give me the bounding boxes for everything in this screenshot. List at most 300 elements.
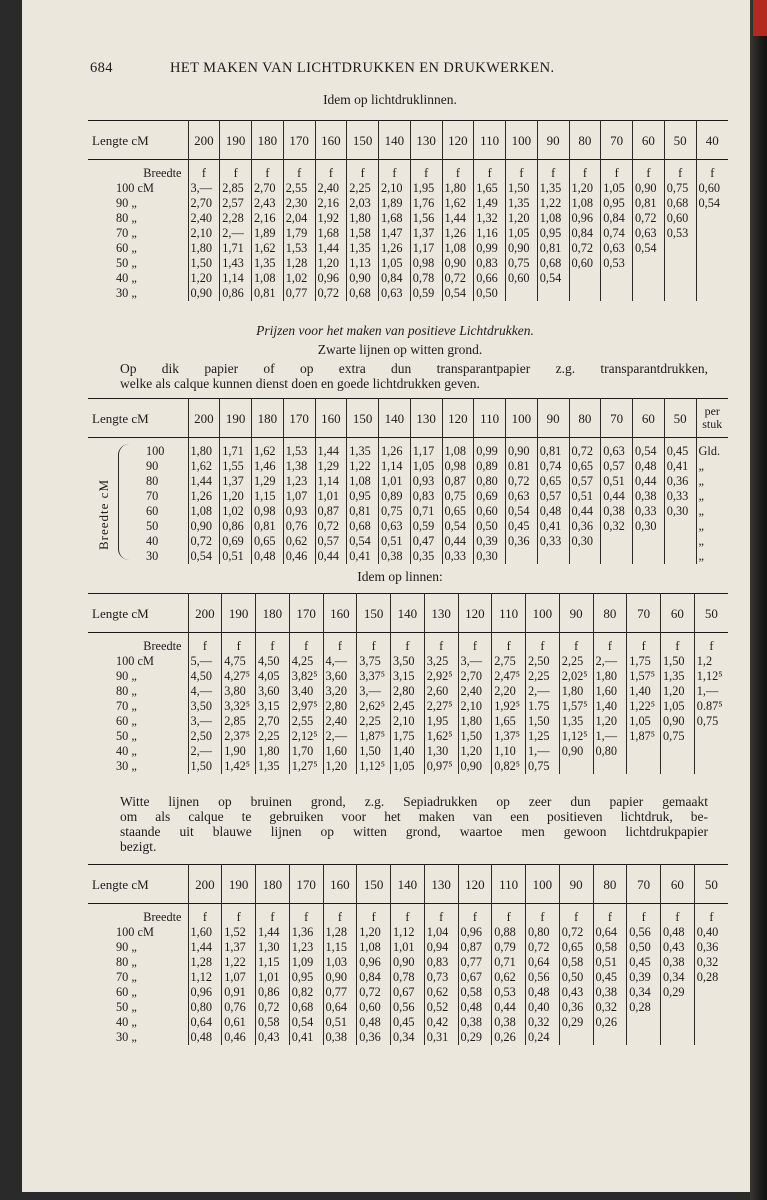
breedte-label: Breedte <box>143 639 182 653</box>
currency-cell: f <box>283 166 315 181</box>
price-cell: 0,98 <box>442 459 474 474</box>
currency-cell: f <box>315 166 347 181</box>
price-cell <box>633 286 665 301</box>
column-header: 100 <box>506 399 538 438</box>
breedte-label: Breedte <box>143 910 182 924</box>
table-row <box>88 474 728 489</box>
price-cell: 2,40 <box>323 714 357 729</box>
price-cell: 1,05 <box>391 759 425 774</box>
table-row <box>88 489 728 504</box>
price-cell: 1,38 <box>283 459 315 474</box>
price-cell: 1,80 <box>442 181 474 196</box>
table-row <box>88 654 728 669</box>
price-cell <box>601 286 633 301</box>
price-cell: 0,40 <box>526 1000 560 1015</box>
price-cell: 0,90 <box>458 759 492 774</box>
column-header: 80 <box>569 399 601 438</box>
price-cell: 0,33 <box>442 549 474 564</box>
price-cell: 0,77 <box>458 955 492 970</box>
column-header: 70 <box>627 865 661 904</box>
column-header: 50 <box>694 594 728 633</box>
table-row <box>88 226 728 241</box>
price-cell: 0,83 <box>424 955 458 970</box>
price-cell: 0,38 <box>458 1015 492 1030</box>
column-header: 170 <box>283 121 315 160</box>
price-cell: 1,25 <box>526 729 560 744</box>
price-cell <box>696 256 728 271</box>
price-cell: 0,75 <box>661 729 695 744</box>
price-cell: 0,51 <box>593 955 627 970</box>
column-header: 180 <box>252 121 284 160</box>
column-header: 140 <box>391 865 425 904</box>
price-cell: 0.81 <box>506 459 538 474</box>
price-cell: 0,72 <box>569 444 601 459</box>
price-cell: 0,76 <box>283 519 315 534</box>
price-cell: 0,32 <box>526 1015 560 1030</box>
price-cell: 2,— <box>323 729 357 744</box>
sepia-paragraph <box>120 794 708 854</box>
price-cell: 0,38 <box>593 985 627 1000</box>
header-label: Lengte cM <box>92 876 149 892</box>
price-cell: 1,26 <box>442 226 474 241</box>
price-cell <box>593 1030 627 1045</box>
price-cell <box>694 1000 728 1015</box>
price-cell: 1,62⁵ <box>424 729 458 744</box>
price-cell <box>601 549 633 564</box>
column-header: 110 <box>474 399 506 438</box>
price-cell: 0,63 <box>601 241 633 256</box>
price-cell: 1,80 <box>188 241 220 256</box>
price-cell: 1,03 <box>323 955 357 970</box>
price-cell: 1,05 <box>627 714 661 729</box>
price-cell: 1,08 <box>442 444 474 459</box>
price-cell: 1,30 <box>424 744 458 759</box>
price-cell: 0,81 <box>537 444 569 459</box>
price-cell: 0,54 <box>633 444 665 459</box>
header-label: Lengte cM <box>92 410 149 426</box>
price-cell: 0,69 <box>220 534 252 549</box>
price-cell: 3,50 <box>391 654 425 669</box>
price-cell: 3,— <box>188 714 222 729</box>
price-cell: 1,92⁵ <box>492 699 526 714</box>
price-cell: 2,27⁵ <box>424 699 458 714</box>
table-row <box>88 286 728 301</box>
column-header: 200 <box>188 121 220 160</box>
column-header: 60 <box>633 399 665 438</box>
price-cell: 0,54 <box>537 271 569 286</box>
price-cell: 5,— <box>188 654 222 669</box>
price-cell: 0,48 <box>357 1015 391 1030</box>
table-row <box>88 534 728 549</box>
price-cell: 0.87⁵ <box>694 699 728 714</box>
price-cell: 1,05 <box>506 226 538 241</box>
price-cell: 0,36 <box>694 940 728 955</box>
currency-cell: f <box>410 166 442 181</box>
price-cell: 0,95 <box>289 970 323 985</box>
price-cell: 3,50 <box>188 699 222 714</box>
price-cell: 0,82 <box>289 985 323 1000</box>
price-cell: 1,89 <box>379 196 411 211</box>
price-cell: 0,30 <box>633 519 665 534</box>
price-cell: 0,38 <box>661 955 695 970</box>
column-header: 100 <box>506 121 538 160</box>
price-cell: 0,43 <box>256 1030 290 1045</box>
price-cell: 0,51 <box>220 549 252 564</box>
price-cell: 2,25 <box>526 669 560 684</box>
currency-cell: f <box>492 910 526 925</box>
row-label: 80 <box>146 474 159 488</box>
price-cell: 0,87 <box>442 474 474 489</box>
price-cell: 0,74 <box>537 459 569 474</box>
currency-cell: f <box>357 910 391 925</box>
price-cell: 0,44 <box>492 1000 526 1015</box>
price-cell: 0,81 <box>347 504 379 519</box>
price-cell: 4,50 <box>256 654 290 669</box>
price-cell: 0,64 <box>323 1000 357 1015</box>
price-cell: „ <box>696 459 728 474</box>
column-header: 100 <box>526 594 560 633</box>
breedte-label: Breedte <box>143 166 182 180</box>
column-header: 190 <box>222 594 256 633</box>
table-row <box>88 729 728 744</box>
price-cell: 0,44 <box>442 534 474 549</box>
price-cell: 2,70 <box>458 669 492 684</box>
column-header: 90 <box>559 865 593 904</box>
price-cell: 0,65 <box>537 474 569 489</box>
price-cell: 1,01 <box>379 474 411 489</box>
price-cell: 0,77 <box>323 985 357 1000</box>
price-cell: 1,08 <box>252 271 284 286</box>
price-cell: 0,26 <box>492 1030 526 1045</box>
column-header: 90 <box>537 399 569 438</box>
price-cell: 0,34 <box>627 985 661 1000</box>
price-cell: 0,48 <box>458 1000 492 1015</box>
column-header: 70 <box>601 121 633 160</box>
paragraph-line: om als calque te gebruiken voor het maken van een positieven lichtdruk, be- <box>120 809 708 824</box>
currency-cell: f <box>526 910 560 925</box>
price-cell: 1,26 <box>379 241 411 256</box>
currency-cell: f <box>627 639 661 654</box>
price-cell <box>633 534 665 549</box>
price-cell: 0,47 <box>410 534 442 549</box>
price-cell: 0,31 <box>424 1030 458 1045</box>
price-cell: 1,50 <box>661 654 695 669</box>
price-cell: 0,96 <box>569 211 601 226</box>
price-cell: 1,07 <box>283 489 315 504</box>
price-cell: 0,54 <box>188 549 220 564</box>
price-cell: 1,20 <box>661 684 695 699</box>
price-cell: 0,96 <box>357 955 391 970</box>
currency-row <box>88 910 728 925</box>
price-cell: 1,28 <box>188 955 222 970</box>
price-cell: 0,65 <box>569 459 601 474</box>
price-cell <box>601 534 633 549</box>
price-cell: 0,97⁵ <box>424 759 458 774</box>
row-label: 60 „ <box>116 985 137 999</box>
currency-cell: f <box>442 166 474 181</box>
price-cell: 1,20 <box>315 256 347 271</box>
price-cell: 1,60 <box>593 684 627 699</box>
price-cell <box>694 1015 728 1030</box>
price-cell: 1,95 <box>424 714 458 729</box>
price-cell: 0,75 <box>506 256 538 271</box>
price-cell: 1,— <box>593 729 627 744</box>
price-cell: 0,73 <box>424 970 458 985</box>
price-cell: 1,35 <box>506 196 538 211</box>
price-cell: 0,77 <box>283 286 315 301</box>
table-row <box>88 985 728 1000</box>
price-cell: 0,63 <box>601 444 633 459</box>
currency-cell: f <box>458 639 492 654</box>
column-header: 120 <box>458 594 492 633</box>
price-cell: 0,78 <box>410 271 442 286</box>
price-cell: 0,38 <box>323 1030 357 1045</box>
price-cell: 1,12⁵ <box>694 669 728 684</box>
price-cell: 1,05 <box>410 459 442 474</box>
breedte-side-label: Breedte cM <box>96 478 111 550</box>
table3-caption: Idem op linnen: <box>357 569 443 584</box>
price-cell: 0,29 <box>559 1015 593 1030</box>
price-cell: 2,70 <box>188 196 220 211</box>
column-header: 120 <box>442 121 474 160</box>
price-cell: 0,90 <box>506 444 538 459</box>
price-cell: 0,64 <box>526 955 560 970</box>
table-row <box>88 444 728 459</box>
price-cell: 0,72 <box>633 211 665 226</box>
price-cell: 1,37⁵ <box>492 729 526 744</box>
price-cell: 0,93 <box>410 474 442 489</box>
price-cell: 1,62 <box>188 459 220 474</box>
price-cell <box>506 549 538 564</box>
column-header: 130 <box>410 121 442 160</box>
price-cell: 1,01 <box>315 489 347 504</box>
price-cell: 0,72 <box>569 241 601 256</box>
price-cell: 0,72 <box>315 286 347 301</box>
currency-cell: f <box>222 910 256 925</box>
price-cell: 2,70 <box>256 714 290 729</box>
price-cell <box>633 256 665 271</box>
column-header: 170 <box>289 865 323 904</box>
price-cell: 1,50 <box>506 181 538 196</box>
price-cell <box>696 226 728 241</box>
row-label: 70 <box>146 489 159 503</box>
price-cell: 0,79 <box>492 940 526 955</box>
page-number: 684 <box>90 60 113 76</box>
price-cell: 2,43 <box>252 196 284 211</box>
row-label: 80 „ <box>116 955 137 969</box>
price-cell: 1,53 <box>283 241 315 256</box>
price-cell: 0,45 <box>391 1015 425 1030</box>
price-cell: 4,05 <box>256 669 290 684</box>
currency-cell: f <box>289 910 323 925</box>
row-label: 70 „ <box>116 699 137 713</box>
price-cell: 1.75 <box>526 699 560 714</box>
price-cell: 0,41 <box>664 459 696 474</box>
price-cell: 1,2 <box>694 654 728 669</box>
price-cell: 1,47 <box>379 226 411 241</box>
price-cell: 1,35 <box>661 669 695 684</box>
column-header: 130 <box>424 865 458 904</box>
price-cell: 1,08 <box>347 474 379 489</box>
price-cell: 1,44 <box>188 940 222 955</box>
column-header: 70 <box>627 594 661 633</box>
price-cell: 3,25 <box>424 654 458 669</box>
price-cell <box>664 534 696 549</box>
price-cell: 1,44 <box>188 474 220 489</box>
price-cell: 0,50 <box>474 519 506 534</box>
price-cell: 1,14 <box>379 459 411 474</box>
column-header: 50 <box>664 121 696 160</box>
brace <box>118 444 129 560</box>
price-cell: 2,45 <box>391 699 425 714</box>
price-cell: 1,87⁵ <box>627 729 661 744</box>
price-cell: 0,63 <box>506 489 538 504</box>
currency-cell: f <box>289 639 323 654</box>
row-label: 100 <box>146 444 165 458</box>
price-cell: 1,20 <box>323 759 357 774</box>
price-cell <box>593 759 627 774</box>
price-cell: 0,96 <box>315 271 347 286</box>
currency-cell: f <box>526 639 560 654</box>
currency-cell: f <box>559 910 593 925</box>
price-cell: 2,97⁵ <box>289 699 323 714</box>
price-cell: 1,08 <box>357 940 391 955</box>
price-cell: 1,15 <box>323 940 357 955</box>
price-cell: 0,53 <box>664 226 696 241</box>
price-cell: 0,36 <box>664 474 696 489</box>
price-cell: 0,26 <box>593 1015 627 1030</box>
price-cell: 1,56 <box>410 211 442 226</box>
price-cell: 0,46 <box>222 1030 256 1045</box>
price-cell: 0,90 <box>391 955 425 970</box>
price-cell: 3,20 <box>323 684 357 699</box>
column-header: 90 <box>537 121 569 160</box>
price-cell: 0,24 <box>526 1030 560 1045</box>
price-cell <box>559 759 593 774</box>
table-row <box>88 684 728 699</box>
price-cell: 0,58 <box>559 955 593 970</box>
price-cell: 1,29 <box>315 459 347 474</box>
price-cell: 1,26 <box>379 444 411 459</box>
column-header: 180 <box>256 594 290 633</box>
column-header: 140 <box>379 121 411 160</box>
currency-cell: f <box>569 166 601 181</box>
price-cell: 1,89 <box>252 226 284 241</box>
price-cell <box>694 985 728 1000</box>
price-cell: 3,82⁵ <box>289 669 323 684</box>
price-cell: 2,30 <box>283 196 315 211</box>
price-cell: 0,33 <box>633 504 665 519</box>
book-edge <box>750 0 767 1200</box>
price-cell: 1,40 <box>593 699 627 714</box>
price-cell: 4,25 <box>289 654 323 669</box>
row-label: 50 <box>146 519 159 533</box>
currency-cell: f <box>506 166 538 181</box>
price-cell: 0,68 <box>289 1000 323 1015</box>
row-label: 70 „ <box>116 970 137 984</box>
price-cell: 0,95 <box>601 196 633 211</box>
row-label: 30 „ <box>116 759 137 773</box>
price-cell: 1,70 <box>289 744 323 759</box>
price-cell: 0,41 <box>289 1030 323 1045</box>
price-cell: 1,57⁵ <box>559 699 593 714</box>
price-cell: 2,12⁵ <box>289 729 323 744</box>
price-cell: 4,75 <box>222 654 256 669</box>
price-cell: 0,90 <box>323 970 357 985</box>
price-cell: 0,87 <box>315 504 347 519</box>
price-cell: 0,90 <box>559 744 593 759</box>
currency-cell: f <box>424 639 458 654</box>
price-cell: 0,62 <box>424 985 458 1000</box>
currency-cell: f <box>661 910 695 925</box>
price-cell: 0,80 <box>188 1000 222 1015</box>
price-cell: 0,58 <box>256 1015 290 1030</box>
price-cell: 1,29 <box>252 474 284 489</box>
price-cell: 1,44 <box>256 925 290 940</box>
price-cell: 0,94 <box>424 940 458 955</box>
price-cell: 0,65 <box>252 534 284 549</box>
price-cell: 0,86 <box>220 286 252 301</box>
price-cell: 1,35 <box>252 256 284 271</box>
price-cell <box>696 211 728 226</box>
column-header: 200 <box>188 594 222 633</box>
row-label: 30 „ <box>116 286 137 300</box>
price-cell: Gld. <box>696 444 728 459</box>
price-cell: 1,35 <box>559 714 593 729</box>
currency-cell: f <box>559 639 593 654</box>
price-cell: 1,75 <box>627 654 661 669</box>
price-cell: 1,35 <box>256 759 290 774</box>
column-header: 40 <box>696 121 728 160</box>
price-cell: 0,57 <box>537 489 569 504</box>
row-label: 100 cM <box>116 181 154 195</box>
price-cell: 0,57 <box>569 474 601 489</box>
price-cell: 1,95 <box>410 181 442 196</box>
price-cell: 2,40 <box>458 684 492 699</box>
table-row <box>88 955 728 970</box>
table-row <box>88 1015 728 1030</box>
currency-cell: f <box>188 639 222 654</box>
price-cell: 0,75 <box>526 759 560 774</box>
price-cell: 0,28 <box>694 970 728 985</box>
row-label: 40 „ <box>116 1015 137 1029</box>
price-cell: 2,16 <box>315 196 347 211</box>
price-cell: 0,72 <box>357 985 391 1000</box>
price-cell: 0,88 <box>492 925 526 940</box>
price-cell: 0,80 <box>593 744 627 759</box>
header-label: Lengte cM <box>92 605 149 621</box>
column-header: 110 <box>492 865 526 904</box>
price-cell: 0,58 <box>593 940 627 955</box>
row-label: 40 <box>146 534 159 548</box>
price-cell: 3,15 <box>391 669 425 684</box>
price-cell: 2,25 <box>357 714 391 729</box>
price-cell: 2,10 <box>379 181 411 196</box>
header-row <box>88 121 728 160</box>
price-cell: 0,72 <box>315 519 347 534</box>
price-cell: 0,48 <box>526 985 560 1000</box>
price-cell: 1,02 <box>220 504 252 519</box>
price-cell: 0,43 <box>559 985 593 1000</box>
price-cell: 2,— <box>220 226 252 241</box>
price-cell: 1,50 <box>188 759 222 774</box>
column-header: 110 <box>492 594 526 633</box>
price-cell: 0,72 <box>442 271 474 286</box>
header-label: Lengte cM <box>92 132 149 148</box>
currency-cell: f <box>694 639 728 654</box>
price-cell <box>664 286 696 301</box>
price-cell: 0,65 <box>442 504 474 519</box>
